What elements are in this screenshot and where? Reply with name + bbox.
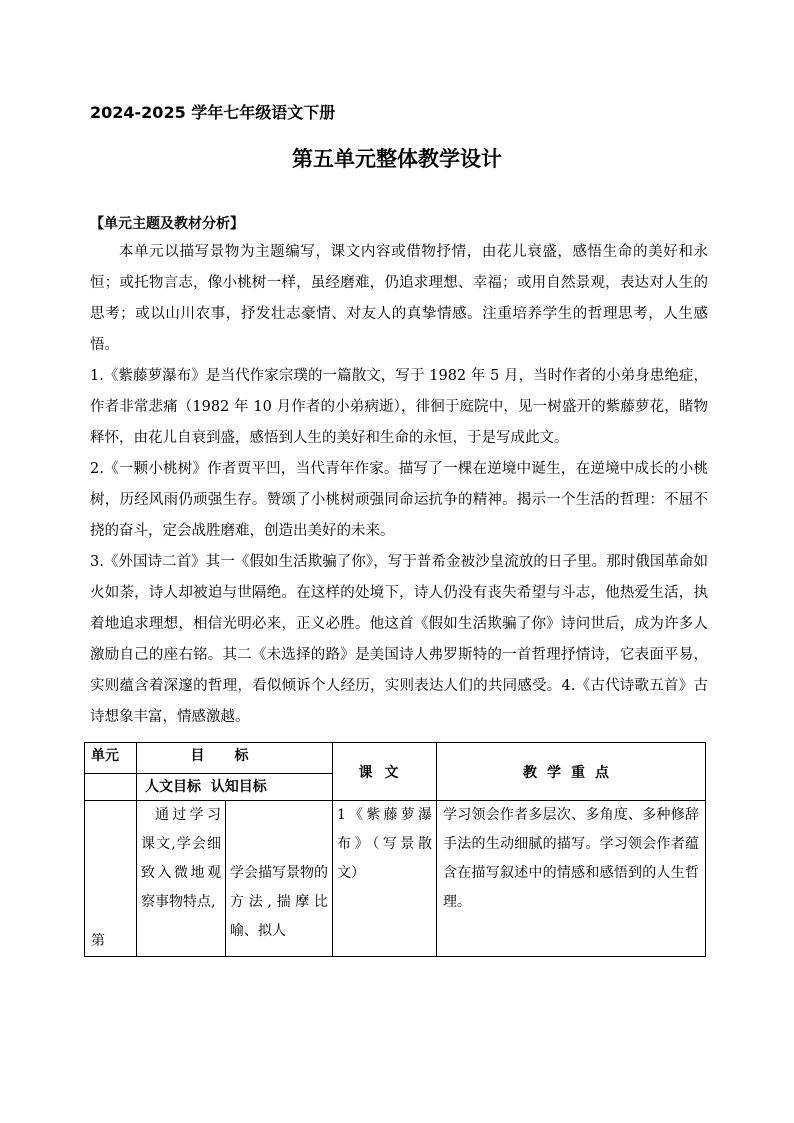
paragraph-lesson-1: 1.《紫藤萝瀑布》是当代作家宗璞的一篇散文，写于 1982 年 5 月，当时作者的小弟身患绝症，作者非常悲痛（1982 年 10 月作者的小弟病逝），徘徊于庭院中，见一树盛开的紫藤萝花，睹物释怀，由花儿自衰到盛，感悟到人生的美好和生命的永恒，于是写成此文。 (90, 368, 708, 446)
paragraph-lesson-3: 3.《外国诗二首》其一《假如生活欺骗了你》，写于普希金被沙皇流放的日子里。那时俄国革命如火如荼，诗人却被迫与世隔绝。在这样的处境下，诗人仍没有丧失希望与斗志，他热爱生活，执着地追求理想，相信光明必来，正义必胜。他这首《假如生活欺骗了你》诗问世后，成为许多人激励自己的座右铭。其二《未选择的路》是美国诗人弗罗斯特的一首哲理抒情诗，它表面平易，实则蕴含着深邃的哲理，看似倾诉个人经历，实则表达人们的共同感受。4.《古代诗歌五首》古诗想象丰富，情感激越。 (90, 554, 708, 725)
cell-cognitive (226, 801, 333, 957)
section-heading: 【单元主题及教材分析】 (90, 216, 244, 232)
header-focus: 教学重点 (437, 743, 706, 801)
cell-focus: 学习领会作者多层次、多角度、多种修辞手法的生动细腻的描写。学习领会作者蕴含在描写叙述中的情感和感悟到的人生哲理。 (437, 801, 706, 957)
paragraph-lesson-2: 2.《一颗小桃树》作者贾平凹，当代青年作家。描写了一棵在逆境中诞生，在逆境中成长的小桃树，历经风雨仍顽强生存。赞颂了小桃树顽强同命运抗争的精神。揭示一个生活的哲理：不屈不挠的奋斗，定会战胜磨难，创造出美好的未来。 (90, 461, 708, 539)
header-subgoals (137, 774, 333, 801)
header-cognitive: 认知目标 (210, 779, 267, 795)
analysis-body (90, 237, 708, 733)
teaching-plan-table (84, 742, 706, 957)
header-lesson: 课文 (333, 743, 437, 801)
document-top-title: 2024-2025 学年七年级语文下册 (90, 103, 336, 122)
cell-humanities: 通过学习课文,学会细致入微地观察事物特点, (137, 801, 226, 957)
header-goal: 目标 (137, 743, 333, 774)
document-main-title: 第五单元整体教学设计 (292, 147, 502, 171)
cell-lesson: 1《紫藤萝瀑布》（写景散文） (333, 801, 437, 957)
paragraph-intro: 本单元以描写景物为主题编写，课文内容或借物抒情，由花儿衰盛，感悟生命的美好和永恒；或托物言志，像小桃树一样，虽经磨难，仍追求理想、幸福；或用自然景观，表达对人生的思考；或以山川农事，抒发壮志豪情、对友人的真挚情感。注重培养学生的哲理思考，人生感悟。 (90, 244, 708, 353)
header-unit-blank (85, 774, 137, 801)
cell-unit: 第 (85, 801, 137, 957)
cell-cognitive-text: 学会描写景物的方法,揣摩比喻、拟人 (230, 865, 328, 939)
header-unit: 单元 (85, 743, 137, 774)
header-humanities: 人文目标 (145, 779, 201, 795)
